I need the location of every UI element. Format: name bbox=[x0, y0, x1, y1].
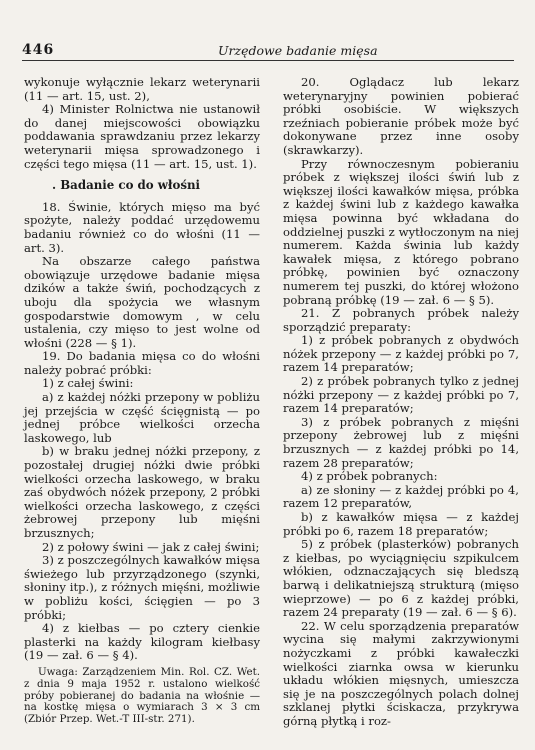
paragraph: wykonuje wyłącznie lekarz weterynarii (11 — art. 15, ust. 2), bbox=[24, 75, 260, 103]
paragraph: 4) Minister Rolnictwa nie ustanowił do danej miejscowości obowiązku poddawania sprawdzaniu przez lekarzy weterynarii mięsa sprowadzonego i części tego mięsa (11 — art. 15, ust. 1). bbox=[24, 102, 260, 171]
paragraph: 1) z całej świni: bbox=[42, 376, 134, 391]
paragraph: 1) z próbek pobranych z obydwóch nóżek przepony — z każdej próbki po 7, razem 14 preparatów; bbox=[283, 333, 519, 375]
paragraph: b) w braku jednej nóżki przepony, z pozostałej drugiej nóżki dwie próbki wielkości orzecha laskowego, w braku zaś obydwóch nóżek przepony, 2 próbki wielkości orzecha laskowego, z części żebrowej przepony lub mięśni brzusznych; bbox=[24, 444, 260, 540]
left-column bbox=[24, 76, 260, 726]
paragraph: a) z każdej nóżki przepony w pobliżu jej przejścia w część ścięgnistą — po jednej próbce wielkości orzecha laskowego, lub bbox=[24, 390, 260, 445]
section-heading: . Badanie co do włośni bbox=[52, 178, 201, 193]
paragraph: 19. Do badania mięsa co do włośni należy pobrać próbki: bbox=[24, 349, 260, 377]
paragraph: 21. Z pobranych próbek należy sporządzić preparaty: bbox=[283, 306, 519, 334]
paragraph: 4) z próbek pobranych: bbox=[301, 469, 438, 484]
paragraph: 3) z poszczególnych kawałków mięsa świeżego lub przyrządzonego (szynki, słoniny itp.), z różnych mięśni, możliwie w pobliżu kości, ścięgien — po 3 próbki; bbox=[24, 553, 260, 622]
paragraph: 4) z kiełbas — po cztery cienkie plasterki na każdy kilogram kiełbasy (19 — zał. 6 — § 4). bbox=[24, 621, 260, 663]
paragraph: Przy równoczesnym pobieraniu próbek z większej ilości świń lub z większej ilości kawałków mięsa, próbka z każdej świni lub z każdego kawałka mięsa powinna być wkładana do oddzielnej puszki z wytłoczonym na niej numerem. Każda świnia lub każdy kawałek mięsa, z którego pobrano próbkę, powinien być oznaczony numerem tej puszki, do której włożono pobraną próbkę (19 — zał. 6 — § 5). bbox=[283, 156, 519, 307]
paragraph: 20. Oglądacz lub lekarz weterynaryjny powinien pobierać próbki osobiście. W większych rzeźniach pobieranie próbek może być dokonywane przez inne osoby (skrawkarzy). bbox=[283, 75, 519, 157]
paragraph: Na obszarze całego państwa obowiązuje urzędowe badanie mięsa dzików a także świń, pochodzących z uboju dla spożycia we własnym gospodarstwie domowym , w celu ustalenia, czy mięso to jest wolne od włośni (228 — § 1). bbox=[24, 254, 260, 350]
paragraph: 22. W celu sporządzenia preparatów wycina się małymi zakrzywionymi nożyczkami z próbki kawałeczki wielkości ziarnka owsa w kierunku układu włókien mięsnych, umieszcza się je na poszczególnych polach dolnej szklanej płytki ściskacza, przykrywa górną płytką i roz- bbox=[283, 618, 519, 728]
paragraph: b) z kawałków mięsa — z każdej próbki po 6, razem 18 preparatów; bbox=[283, 510, 519, 538]
paragraph: 18. Świnie, których mięso ma być spożyte, należy poddać urzędowemu badaniu również co do włośni (11 — art. 3). bbox=[24, 199, 260, 255]
page-header bbox=[22, 40, 514, 61]
page-number: 446 bbox=[22, 42, 55, 58]
paragraph: 2) z połowy świni — jak z całej świni; bbox=[42, 539, 260, 554]
footnote: Uwaga: Zarządzeniem Min. Rol. CZ. Wet. z dnia 9 maja 1952 r. ustalono wielkość próby pobieranej do badania na włośnie — na kostkę mięsa o wymiarach 3 × 3 cm (Zbiór Przep. Wet.-T III-str. 271). bbox=[24, 665, 260, 726]
paragraph: 2) z próbek pobranych tylko z jednej nóżki przepony — z każdej próbki po 7, razem 14 preparatów; bbox=[283, 374, 519, 416]
running-title: Urzędowe badanie mięsa bbox=[218, 43, 378, 58]
paragraph: a) ze słoniny — z każdej próbki po 4, razem 12 preparatów, bbox=[283, 482, 519, 511]
right-column bbox=[283, 76, 519, 729]
paragraph: 3) z próbek pobranych z mięśni przepony żebrowej lub z mięśni brzusznych — z każdej próbki po 14, razem 28 preparatów; bbox=[283, 414, 519, 470]
paragraph: 5) z próbek (plasterków) pobranych z kiełbas, po wyciągnięciu szpikulcem włókien, odznaczających się bledszą barwą i delikatniejszą strukturą (mięso wieprzowe) — po 6 z każdej próbki, razem 24 preparaty (19 — zał. 6 — § 6). bbox=[283, 537, 519, 620]
